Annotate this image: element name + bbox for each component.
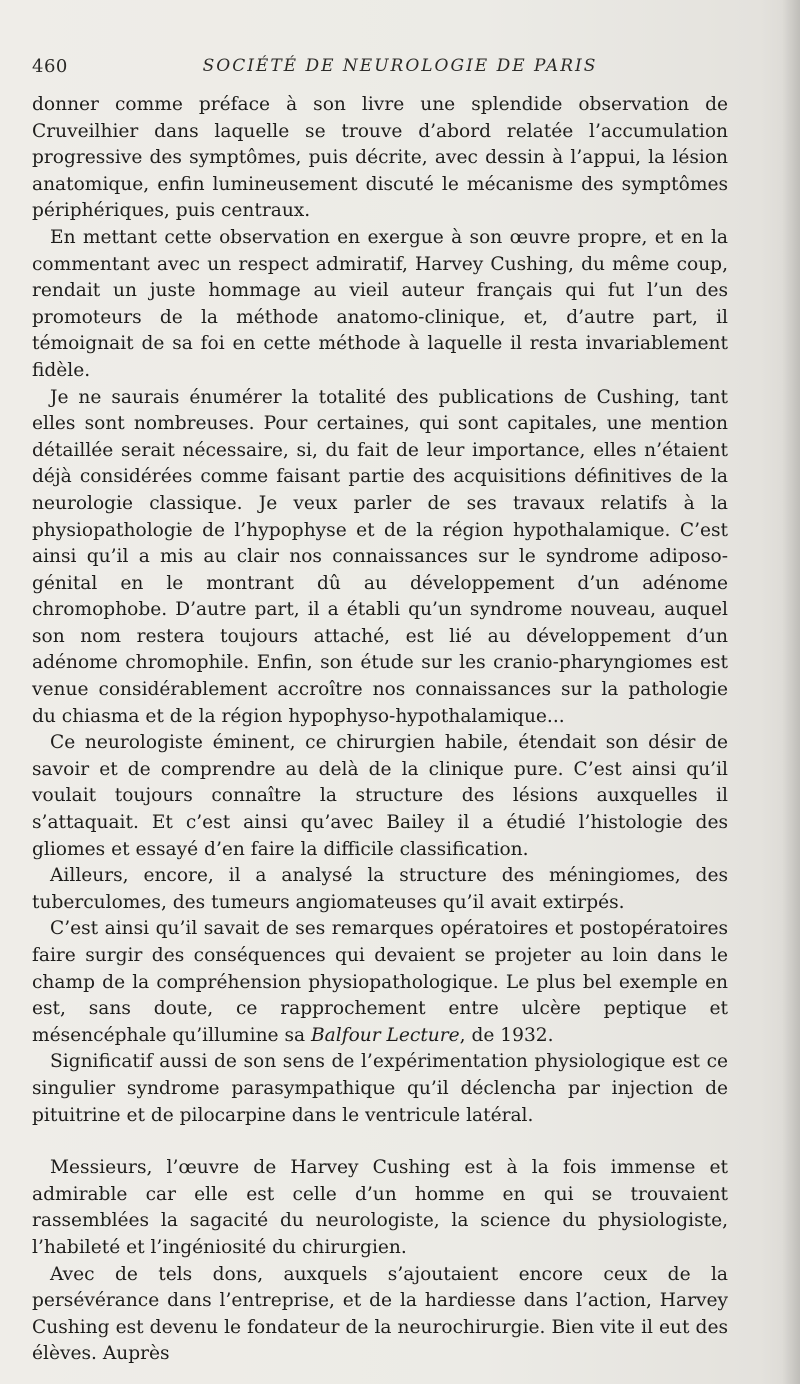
paragraph-6-text: C’est ainsi qu’il savait de ses remarques opératoires et postopératoires faire surgir des conséquences qui devaient se projeter au loin dans le champ de la compréhension physiopathologique. Le plus bel exemple en est, sans doute, ce rapprochement entre ulcère peptique et mésencéphale qu’illumine sa bbox=[32, 918, 728, 1046]
paragraph-4: Ce neurologiste éminent, ce chirurgien habile, étendait son désir de savoir et de comprendre au delà de la clinique pure. C’est ainsi qu’il voulait toujours connaître la structure des lésions auxquelles il s’attaquait. Et c’est ainsi qu’avec Bailey il a étudié l’histologie des gliomes et essayé d’en faire la difficile classification. bbox=[32, 732, 728, 860]
running-title: SOCIÉTÉ DE NEUROLOGIE DE PARIS bbox=[202, 56, 598, 76]
paragraph-2: En mettant cette observation en exergue à son œuvre propre, et en la commentant avec un respect admiratif, Harvey Cushing, du même coup, rendait un juste hommage au vieil auteur français qui fut l’un des promoteurs de la méthode anatomo-clinique, et, d’autre part, il témoignait de sa foi en cette méthode à laquelle il resta invariablement fidèle. bbox=[32, 226, 728, 381]
lecture-title: Balfour Lecture bbox=[311, 1024, 460, 1046]
paragraph-5: Ailleurs, encore, il a analysé la structure des méningiomes, des tuberculomes, des tumeurs angiomateuses qu’il avait extirpés. bbox=[32, 865, 728, 913]
paragraph-7: Significatif aussi de son sens de l’expérimentation physiologique est ce singulier syndrome parasympathique qu’il déclencha par injection de pituitrine et de pilocarpine dans le ventricule latéral. bbox=[32, 1051, 728, 1126]
page-number: 460 bbox=[32, 56, 68, 77]
body-text bbox=[32, 92, 728, 1368]
paragraph-3: Je ne saurais énumérer la totalité des publications de Cushing, tant elles sont nombreuses. Pour certaines, qui sont capitales, une mention détaillée serait nécessaire, si, du fait de leur importance, elles n’étaient déjà considérées comme faisant partie des acquisitions définitives de la neurologie classique. Je veux parler de ses travaux relatifs à la physiopathologie de l’hypophyse et de la région hypothalamique. C’est ainsi qu’il a mis au clair nos connaissances sur le syndrome adiposo-génital en le montrant dû au développement d’un adénome chromophobe. D’autre part, il a établi qu’un syndrome nouveau, auquel son nom restera toujours attaché, est lié au développement d’un adénome chromophile. Enfin, son étude sur les cranio-pharyngiomes est venue considérablement accroître nos connaissances sur la pathologie du chiasma et de la région hypophyso-hypothalamique... bbox=[32, 386, 728, 727]
paragraph-1: donner comme préface à son livre une splendide observation de Cruveilhier dans laquelle se trouve d’abord relatée l’accumulation progressive des symptômes, puis décrite, avec dessin à l’appui, la lésion anatomique, enfin lumineusement discuté le mécanisme des symptômes périphériques, puis centraux. bbox=[32, 94, 728, 222]
page-edge-shadow bbox=[782, 0, 800, 1384]
paragraph-8: Messieurs, l’œuvre de Harvey Cushing est à la fois immense et admirable car elle est celle d’un homme en qui se trouvaient rassemblées la sagacité du neurologiste, la science du physiologiste, l’habileté et l’ingéniosité du chirurgien. bbox=[32, 1157, 728, 1258]
paragraph-6-end: , de 1932. bbox=[459, 1024, 554, 1046]
paragraph-9: Avec de tels dons, auxquels s’ajoutaient encore ceux de la persévérance dans l’entreprise, et de la hardiesse dans l’action, Harvey Cushing est devenu le fondateur de la neurochirurgie. Bien vite il eut des élèves. Auprès bbox=[32, 1263, 728, 1365]
page-header bbox=[32, 56, 728, 82]
paragraph-6 bbox=[32, 916, 728, 1049]
